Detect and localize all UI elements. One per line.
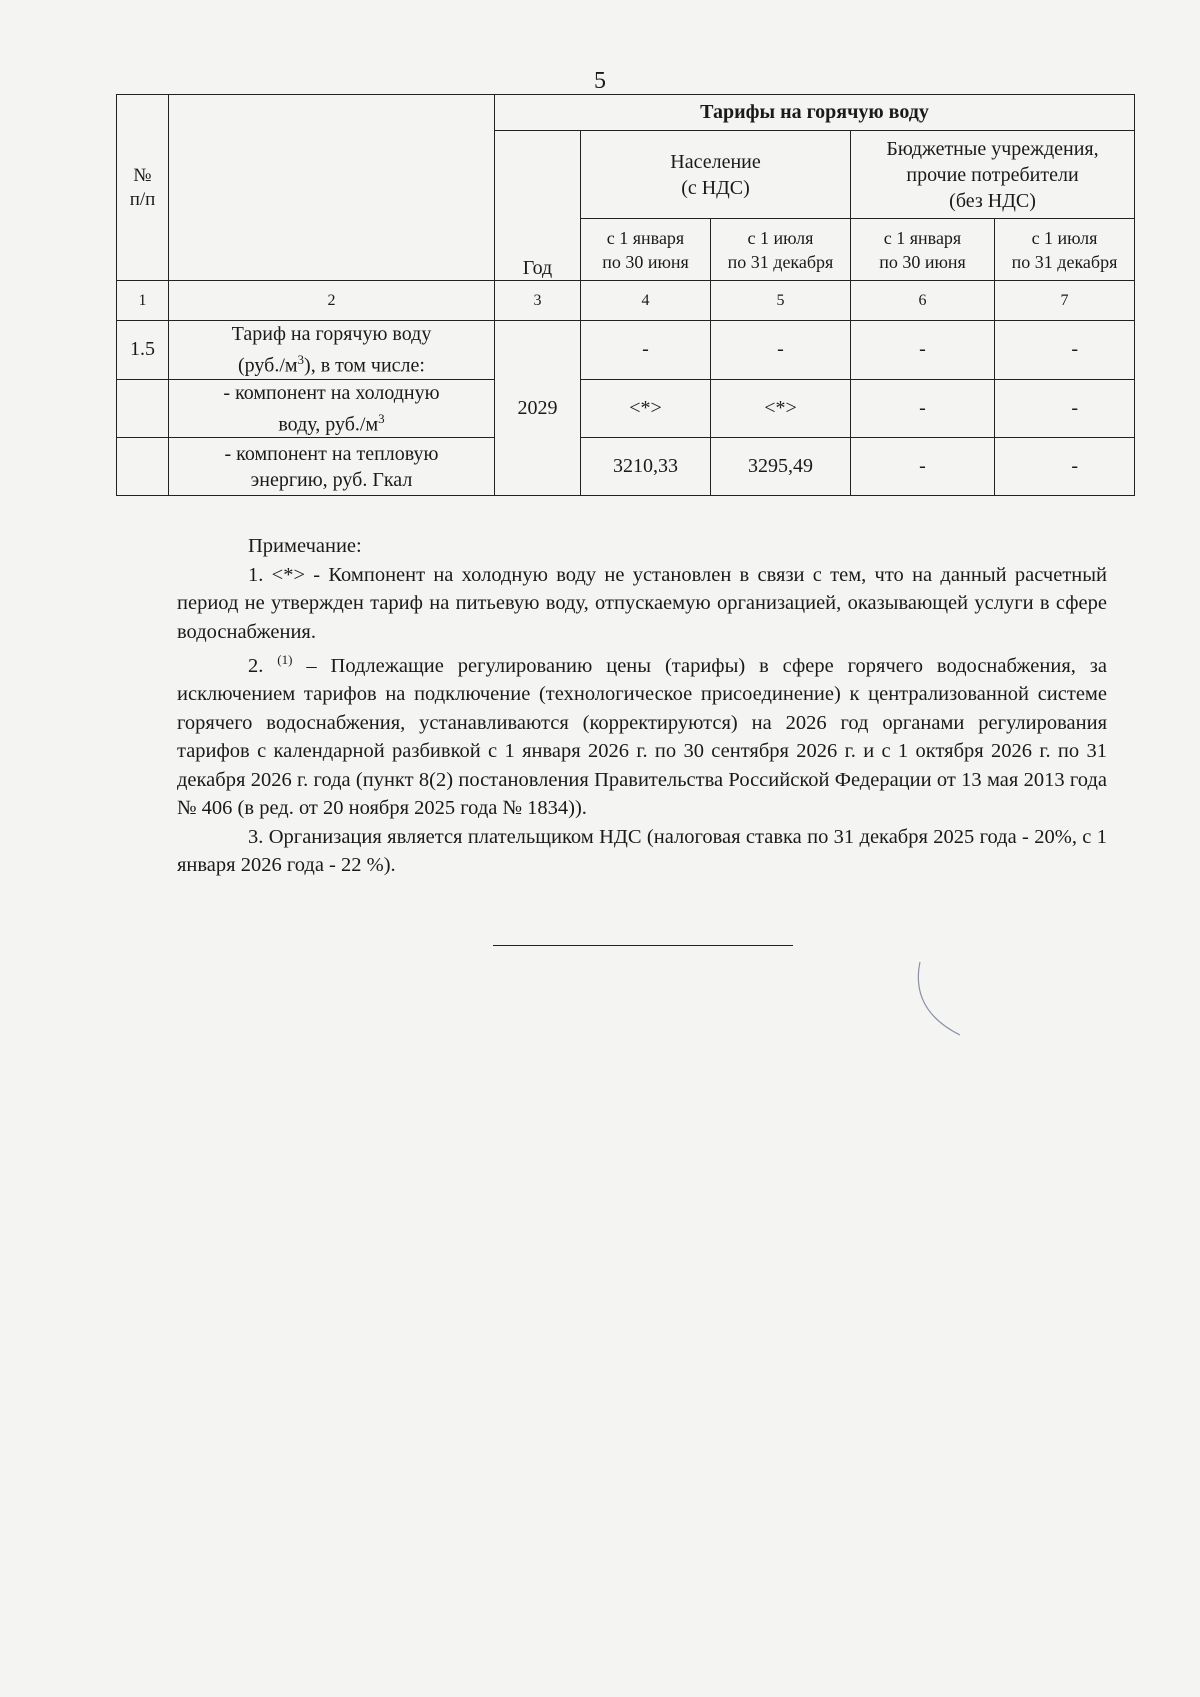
row-number bbox=[117, 438, 169, 496]
header-period-2: с 1 июля по 31 декабря bbox=[711, 219, 851, 281]
note-2-prefix: 2. bbox=[248, 654, 264, 677]
header-group-title: Тарифы на горячую воду bbox=[495, 95, 1135, 131]
row-value: - bbox=[995, 438, 1135, 496]
row-name-unit: (руб./м bbox=[238, 354, 298, 377]
row-name-unit: энергию, руб. Гкал bbox=[250, 468, 413, 491]
header-year: Год bbox=[495, 131, 581, 281]
note-2-text: – Подлежащие регулированию цены (тарифы) в сфере горячего водоснабжения, за исключением тарифов на подключение (технологическое присоединение) к централизованной системе горячего водоснабжения, устанавливаются (корректируются) на 2026 год органами регулирования тарифов с календарной разбивкой с 1 января 2026 г. по 30 сентября 2026 г. и с 1 октября 2026 г. по 31 декабря 2026 г. года (пункт 8(2) постановления Правительства Российской Федерации от 13 мая 2013 года № 406 (в ред. от 20 ноября 2025 года № 1834)). bbox=[177, 654, 1107, 820]
row-name bbox=[169, 321, 495, 380]
row-name-sup: 3 bbox=[297, 352, 305, 367]
row-name-sup: 3 bbox=[378, 410, 385, 426]
note-3: 3. Организация является плательщиком НДС (налоговая ставка по 31 декабря 2025 года - 20%, с 1 января 2026 года - 22 %). bbox=[177, 825, 1107, 877]
table-row bbox=[117, 321, 1135, 380]
column-number: 2 bbox=[169, 281, 495, 321]
row-value: - bbox=[851, 438, 995, 496]
row-name-line: - компонент на тепловую bbox=[224, 442, 439, 465]
row-value: - bbox=[851, 321, 995, 380]
end-divider bbox=[493, 945, 793, 946]
column-number: 1 bbox=[117, 281, 169, 321]
header-period-1: с 1 января по 30 июня bbox=[581, 219, 711, 281]
row-value: - bbox=[995, 321, 1135, 380]
header-period-3: с 1 января по 30 июня bbox=[851, 219, 995, 281]
note-2-sup: (1) bbox=[277, 652, 293, 667]
row-value: <*> bbox=[711, 379, 851, 438]
row-number bbox=[117, 379, 169, 438]
row-value: <*> bbox=[581, 379, 711, 438]
row-name-line: - компонент на холодную bbox=[223, 381, 440, 404]
notes-title: Примечание: bbox=[248, 535, 362, 557]
row-value: - bbox=[711, 321, 851, 380]
row-value: 3210,33 bbox=[581, 438, 711, 496]
header-period-4: с 1 июля по 31 декабря bbox=[995, 219, 1135, 281]
row-name bbox=[169, 438, 495, 496]
row-year: 2029 bbox=[495, 321, 581, 496]
column-number: 7 bbox=[995, 281, 1135, 321]
page-number: 5 bbox=[594, 68, 606, 94]
row-value: - bbox=[851, 379, 995, 438]
tariffs-table bbox=[116, 94, 1135, 496]
row-name-unit: воду, руб./м bbox=[278, 413, 379, 436]
table-row bbox=[117, 438, 1135, 496]
column-number: 4 bbox=[581, 281, 711, 321]
pen-mark bbox=[900, 960, 980, 1040]
header-name bbox=[169, 95, 495, 281]
note-2 bbox=[177, 646, 1107, 823]
row-value: 3295,49 bbox=[711, 438, 851, 496]
header-population: Население (с НДС) bbox=[581, 131, 851, 219]
row-value: - bbox=[581, 321, 711, 380]
table-row bbox=[117, 379, 1135, 438]
note-1: 1. <*> - Компонент на холодную воду не установлен в связи с тем, что на данный расчетный период не утвержден тариф на питьевую воду, отпускаемую организацией, оказывающей услуги в сфере водоснабжения. bbox=[177, 563, 1107, 643]
row-number: 1.5 bbox=[117, 321, 169, 380]
column-number: 6 bbox=[851, 281, 995, 321]
header-budget: Бюджетные учреждения, прочие потребители (без НДС) bbox=[851, 131, 1135, 219]
column-numbers-row bbox=[117, 281, 1135, 321]
row-name-tail: ), в том числе: bbox=[304, 354, 425, 377]
row-name-line: Тариф на горячую воду bbox=[231, 323, 432, 345]
row-name bbox=[169, 379, 495, 438]
row-value: - bbox=[995, 379, 1135, 438]
column-number: 3 bbox=[495, 281, 581, 321]
header-number: № п/п bbox=[117, 95, 169, 281]
column-number: 5 bbox=[711, 281, 851, 321]
notes-section bbox=[177, 532, 1107, 880]
